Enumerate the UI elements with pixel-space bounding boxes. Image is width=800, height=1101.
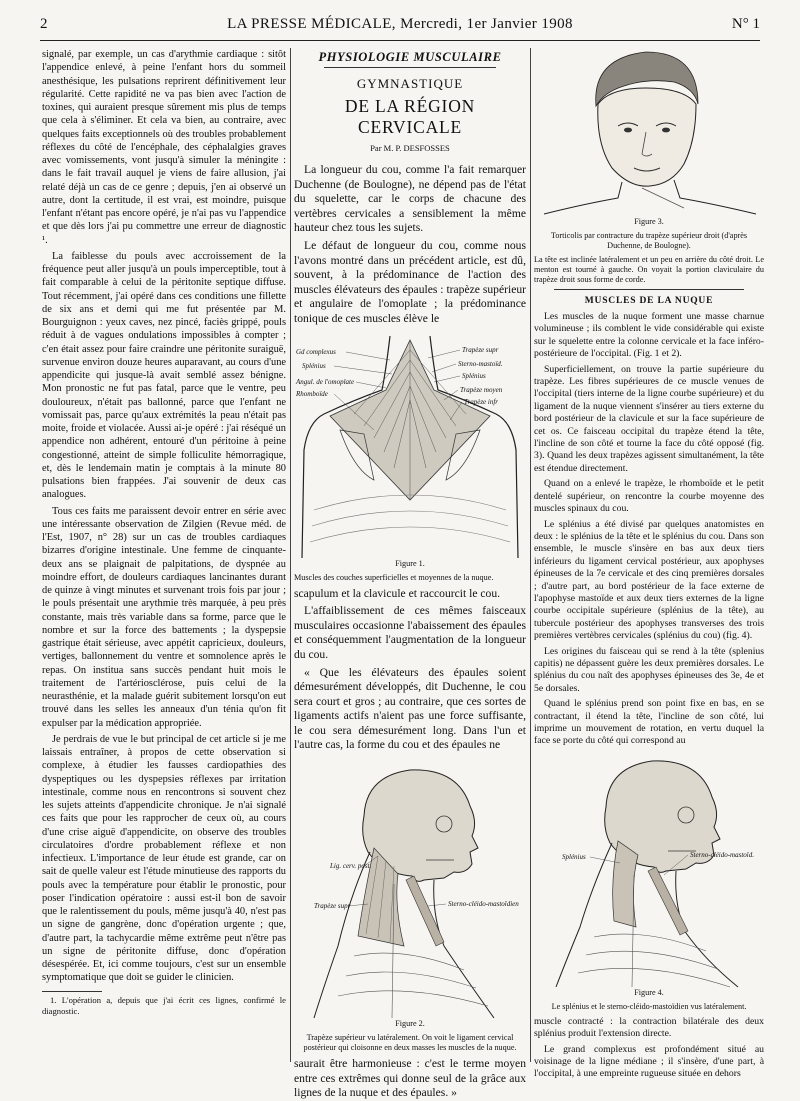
- paragraph: Tous ces faits me paraissent devoir entrer en série avec une intéressante observation de Zilgien (Revue méd. de l'Est, 1907, n° 28) sur un cas de troubles cardiaques bizarres d'origine intestinale. Une femme de cinquante-deux ans se plaignait de palpitations, de dyspnée au moindre effort, de douleurs cardiaques lancinantes durant de quinze à vingt minutes et survenant trois fois par jour ; le pouls présentait une arythmie très marquée, à peu près constante, mais très variable dans sa forme, parce que le nombre et sur la force des battements ; la dyspepsie gastrique était sérieuse, avec appétit capricieux, douleurs, vertiges, ballonnement du ventre et somnolence après le repas. On institua sans succès pendant huit mois le traitement de l'artériosclérose, puis celui de la neurasthénie, et la malade guérit subitement lorsqu'on eut trouvé dans les selles les anneaux d'un ténia qu'on fit expulser par la médication appropriée.: [42, 505, 286, 729]
- fig1-label-left: Rhomboïde: [296, 389, 328, 398]
- fig1-label-left: Angul. de l'omoplate: [296, 377, 355, 386]
- figure-2-caption: Trapèze supérieur vu latéralement. On voit le ligament cervical postérieur qui cloisonne en deux masses les muscles de la nuque.: [303, 1033, 517, 1053]
- paragraph: Quand le splénius prend son point fixe en bas, en se contractant, il étend la tête, l'incline de son côté, lui imprime un mouvement de rotation, en vertu duquel la face se porte du côté qui correspond au: [534, 698, 764, 747]
- figure-1-number: Figure 1.: [395, 558, 425, 568]
- header-rule: [40, 40, 760, 41]
- paragraph: Le défaut de longueur du cou, comme nous l'avons montré dans un précédent article, est dû, souvent, à la prédominance de l'action des muscles élévateurs des épaules : trapèze supérieur et angulaire de l'omoplate ; la prédominance tonique de ces muscles élève le: [294, 238, 526, 325]
- article-title-line2: DE LA RÉGION CERVICALE: [344, 96, 476, 137]
- fig1-label-left: Gd complexus: [296, 347, 336, 356]
- footnote-rule: [42, 991, 102, 992]
- fig2-label: Lig. cerv. post.: [330, 862, 372, 871]
- paragraph: signalé, par exemple, un cas d'arythmie cardiaque : sitôt l'appendice enlevé, à peine l'enfant hors du sommeil anesthésique, les pulsations reprirent définitivement leur régularité. Cette rapidité ne va pas bien avec l'action de toxines, qui auraient presque sûrement mis plus de temps que cela à s'éliminer. Et cela va bien, au contraire, avec quelques faits exceptionnels où des troubles probablement réflexes du côté de l'encéphale, des céphalalgies graves avec vomissements, vont jusqu'à simuler la méningite : dans le fait travail auquel je viens de faire allusion, j'ai relaté déjà un cas de ce genre ; depuis, j'en ai observé un autre, dont la certitude, il est vrai, est moindre, puisque l'enfant n'étant pas encore opéré, je n'ai pas vu l'appendice et que dès lors j'ai pu commettre une erreur de diagnostic ¹.: [42, 49, 286, 246]
- article-byline: Par M. P. DESFOSSES: [370, 143, 450, 153]
- paragraph: scapulum et la clavicule et raccourcit le cou.: [294, 586, 501, 600]
- fig2-label: Trapèze supr: [314, 902, 351, 911]
- figure-1-caption: Muscles des couches superficielles et moyennes de la nuque.: [294, 572, 494, 582]
- figure-2-lateral-trapezius: [294, 756, 526, 1018]
- fig1-label-right: Trapèze supr: [462, 345, 499, 354]
- article-title-line1: GYMNASTIQUE: [356, 76, 464, 91]
- figure-3-note: La tête est inclinée latéralement et un peu en arrière du côté droit. Le menton est tourné à gauche. On voyait la portion claviculaire du trapèze droit sous forme de corde.: [534, 255, 764, 284]
- fig1-label-right: Sterno-mastoïd.: [458, 359, 503, 368]
- paragraph: La faiblesse du pouls avec accroissement de la fréquence peut aller jusqu'à un pouls imperceptible, tout à fait comparable à celui de la péritonite septique diffuse. Tout récemment, j'ai opéré dans ces conditions une fillette de six ans et demi qui me fut présentée par M. Bourguignon : yeux caves, nez pincé, faciès grippé, pouls réduit à de vagues ondulations impossibles à compter ; c'en était assez pour faire craindre une péritonite suraiguë, survenue environ douze heures auparavant, au cours d'une appendicite qui jusque-là avait semblé assez bénigne. Mon pronostic ne fut pas fatal, parce que le ventre, peu douloureux, n'était pas ballonné, parce que l'enfant ne vomissait pas, parce qu'aux extrémités la peau n'était pas moite, froide et violacée. Aussi ai-je opéré : j'ai réséqué un appendice non adhérent, entouré d'un péritoine à peine congestionné, atteint de simple folliculite hémorragique, et, dès le lendemain matin je comptais à la minute 80 pulsations bien frappées. J'ai souvenir de deux cas analogues.: [42, 250, 286, 501]
- figure-3-number: Figure 3.: [634, 217, 664, 226]
- column-rule: [530, 48, 531, 1062]
- fig1-label-right: Splénius: [462, 371, 486, 380]
- figure-1-back-muscles: [294, 330, 526, 558]
- paragraph: Le splénius a été divisé par quelques anatomistes en deux : le splénius de la tête et le splénius du cou. Dans son ensemble, le muscle s'insère en bas aux deux tiers inférieurs du ligament cervical postérieur, aux apophyses épineuses de la 7e cervicale et des cinq premières dorsales ; d'autre part, au bord postérieur de la face externe de l'apophyse mastoïde et aux deux tiers externes de la ligne courbe occipitale supérieure (splénius de la tête), au tubercule postérieur des apophyses transverses des trois premières vertèbres cervicales (splénius du cou) (fig. 4).: [534, 518, 764, 642]
- paragraph: L'affaiblissement de ces mêmes faisceaux musculaires occasionne l'abaissement des épaules et conséquemment l'augmentation de la longueur du cou.: [294, 604, 526, 661]
- figure-3-torticollis-portrait: [534, 48, 764, 216]
- section-title: MUSCLES DE LA NUQUE: [584, 296, 714, 306]
- paragraph: saurait être harmonieuse : c'est le terme moyen entre ces extrêmes qui donne seul de la grâce aux lignes de la nuque et des épaules. »: [294, 1057, 526, 1100]
- figure-2-number: Figure 2.: [395, 1019, 425, 1029]
- paragraph: muscle contracté : la contraction bilatérale des deux splénius produit l'extension directe.: [534, 1015, 764, 1040]
- fig4-label: Splénius: [562, 852, 586, 861]
- paragraph: « Que les élévateurs des épaules soient démesurément développés, dit Duchenne, le cou sera court et gros ; au contraire, que ces sortes de ligaments actifs n'aient pas une force suffisante, le cou sera démesurément long. Dans l'un et l'autre cas, la forme du cou et des épaules ne: [294, 665, 526, 752]
- fig4-label: Sterno-cléido-mastoïd.: [690, 850, 754, 859]
- fig1-label-right: Trapèze infr: [464, 397, 499, 406]
- column-left: [42, 48, 286, 1060]
- figure-4-number: Figure 4.: [634, 987, 664, 997]
- figure-3-caption: Torticolis par contracture du trapèze supérieur droit (d'après Duchenne, de Boulogne).: [550, 231, 748, 250]
- paragraph: Les muscles de la nuque forment une masse charnue volumineuse ; ils comblent le vide considérable qui existe sur le squelette entre la colonne cervicale et la face inféro-postérieure de l'occipital. (Fig. 1 et 2).: [534, 311, 764, 360]
- column-right: [534, 48, 764, 1080]
- footnote: 1. L'opération a, depuis que j'ai écrit ces lignes, confirmé le diagnostic.: [42, 994, 286, 1016]
- paragraph: Je perdrais de vue le but principal de cet article si je me laissais entraîner, à propos de cette observation si complexe, à étudier les fausses cardiopathies des dyspeptiques ou les dyspepsies réflexes par irritation intestinale, comme nous en rencontrons si souvent chez les sujets atteints d'appendicite chronique. Je n'ai signalé ces faits que pour les rapprocher de ceux où, au cours d'une crise aiguë d'appendicite, on observe des troubles circulatoires d'ordre probablement réflexe et non infectieux. L'importance de leur étude est grande, car on sait de quelle valeur est l'étude minutieuse des rapports du pouls avec la température pour établir le pronostic, pour poser l'indication opératoire : aussi est-il bon de savoir que le ralentissement du pouls, même jusqu'à 40, n'est pas un signe de gangrène, donc d'opération urgente ; que, d'autre part, la tachycardie même extrême peut n'être pas un signe de péritonite diffuse, donc d'opération désespérée. Et, ici comme toujours, c'est sur un ensemble symptomatique que doit se guider le clinicien.: [42, 733, 286, 984]
- newspaper-title: LA PRESSE MÉDICALE, Mercredi, 1er Janvier 1908: [227, 16, 573, 32]
- paragraph: Quand on a enlevé le trapèze, le rhomboïde et le petit dentelé supérieur, on rencontre la courbe moyenne des muscles spinaux du cou.: [534, 478, 764, 515]
- column-middle: [294, 48, 526, 1100]
- article-category: PHYSIOLOGIE MUSCULAIRE: [318, 50, 502, 64]
- section-rule: [554, 289, 744, 290]
- issue-number: N° 1: [731, 16, 760, 32]
- figure-4-caption: Le splénius et le sterno-cléido-mastoïdien vus latéralement.: [551, 1001, 747, 1011]
- paragraph: Superficiellement, on trouve la partie supérieure du trapèze. Les fibres supérieures de ce muscle venues de l'occipital (tiers interne de la ligne courbe supérieure) et du ligament de la nuque viennent s'insérer au tiers externe du bord postérieur de la clavicule et sur la face supérieure de cet os. Ce faisceau occipital du trapèze étend la tête, l'incline de son côté et tourne la face du côté opposé (fig. 3). Quand les deux trapèzes agissent simultanément, la tête est étendue directement.: [534, 363, 764, 474]
- paragraph: La longueur du cou, comme l'a fait remarquer Duchenne (de Boulogne), ne dépend pas de l'état du squelette, car le corps de chacune des vertèbres cervicales a sensiblement la même hauteur chez tous les sujets.: [294, 163, 526, 235]
- paragraph: Les origines du faisceau qui se rend à la tête (splenius capitis) ne dépassent guère les deux premières dorsales. Le splénius du cou naît des apophyses épineuses des 3e, 4e et 5e dorsales.: [534, 645, 764, 694]
- page-number: 2: [40, 16, 48, 32]
- fig1-label-left: Splénius: [302, 361, 326, 370]
- column-rule: [290, 48, 291, 1062]
- figure-4-splenius-lateral: [534, 751, 764, 987]
- fig1-label-right: Trapèze moyen: [460, 385, 503, 394]
- page-header: [40, 16, 760, 38]
- paragraph: Le grand complexus est profondément situé au voisinage de la ligne médiane ; il s'insère, d'une part, à l'occipital, à une empreinte rugueuse située en dehors: [534, 1043, 764, 1080]
- category-rule: [324, 67, 496, 68]
- fig2-label: Sterno-cléido-mastoïdien: [448, 900, 519, 909]
